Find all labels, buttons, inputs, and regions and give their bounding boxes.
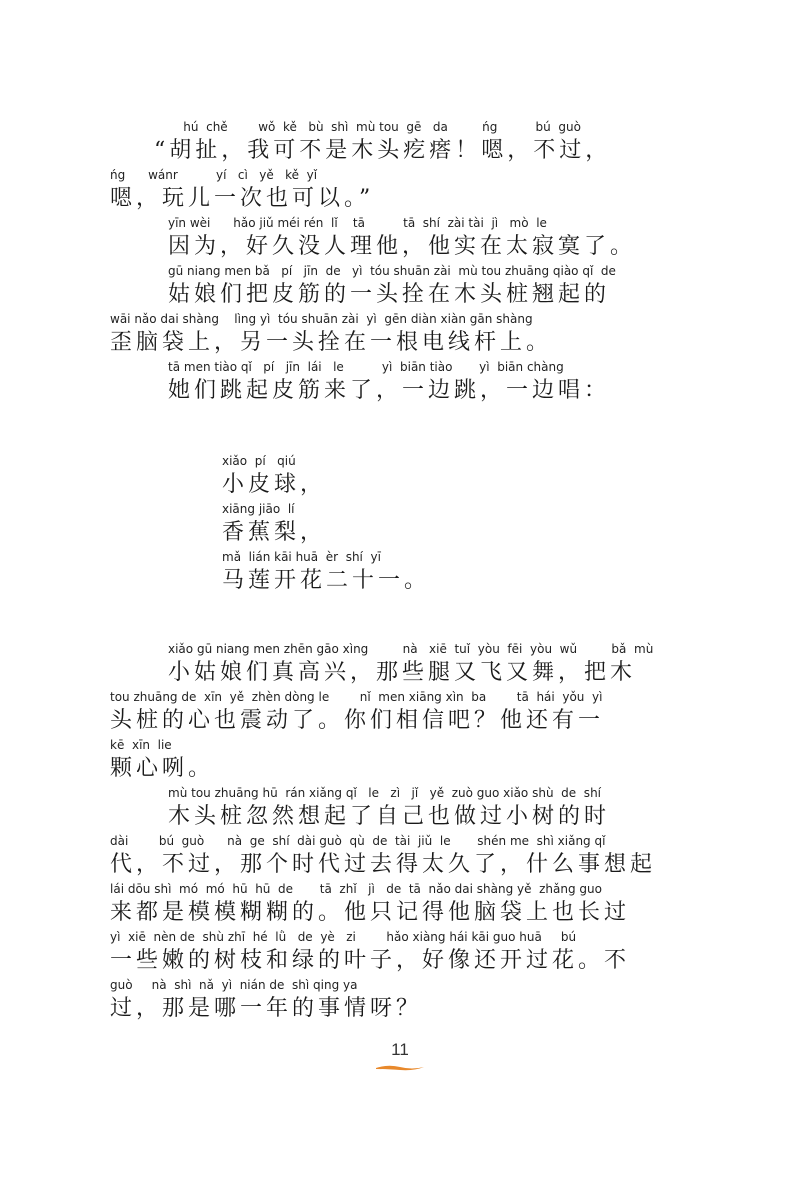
hanzi-row: 香蕉梨， bbox=[222, 520, 327, 545]
pinyin-row: tou zhuāng de xīn yě zhèn dòng le nǐ men xiāng xìn ba tā hái yǒu yì bbox=[110, 690, 603, 704]
text-line bbox=[110, 930, 690, 978]
hanzi-row: 因为，好久没人理他，他实在太寂寞了。 bbox=[168, 234, 637, 259]
pinyin-row: gū niang men bǎ pí jīn de yì tóu shuān zài mù tou zhuāng qiào qǐ de bbox=[168, 264, 616, 278]
hanzi-row: 一些嫩的树枝和绿的叶子，好像还开过花。不 bbox=[110, 948, 631, 973]
pinyin-row: dài bú guò nà ge shí dài guò qù de tài jiǔ le shén me shì xiǎng qǐ bbox=[110, 834, 606, 848]
pinyin-row: tā men tiào qǐ pí jīn lái le yì biān tiào yì biān chàng bbox=[168, 360, 564, 374]
hanzi-row: 颗心咧。 bbox=[110, 756, 215, 781]
hanzi-row: “胡扯，我可不是木头疙瘩！嗯，不过， bbox=[154, 138, 612, 163]
hanzi-row: 嗯，玩儿一次也可以。” bbox=[110, 186, 375, 211]
hanzi-row: 头桩的心也震动了。你们相信吧？他还有一 bbox=[110, 708, 605, 733]
verse-line bbox=[222, 550, 622, 598]
hanzi-row: 小皮球， bbox=[222, 472, 327, 497]
text-line bbox=[168, 360, 690, 408]
text-line bbox=[110, 738, 690, 786]
pinyin-row: ńg wánr yí cì yě kě yǐ bbox=[110, 168, 318, 182]
hanzi-row: 小姑娘们真高兴，那些腿又飞又舞，把木 bbox=[168, 660, 637, 685]
verse-line bbox=[222, 454, 622, 502]
hanzi-row: 姑娘们把皮筋的一头拴在木头桩翘起的 bbox=[168, 282, 611, 307]
hanzi-row: 木头桩忽然想起了自己也做过小树的时 bbox=[168, 804, 611, 829]
hanzi-row: 来都是模模糊糊的。他只记得他脑袋上也长过 bbox=[110, 900, 631, 925]
pinyin-row: mǎ lián kāi huā èr shí yī bbox=[222, 550, 381, 564]
hanzi-row: 代，不过，那个时代过去得太久了，什么事想起 bbox=[110, 852, 657, 877]
text-line bbox=[168, 216, 690, 264]
hanzi-row: 马莲开花二十一。 bbox=[222, 568, 431, 593]
text-line bbox=[110, 168, 690, 216]
text-line bbox=[110, 312, 690, 360]
hanzi-row: 过，那是哪一年的事情呀？ bbox=[110, 996, 423, 1021]
pinyin-row: kē xīn lie bbox=[110, 738, 172, 752]
text-line bbox=[168, 642, 690, 690]
pinyin-row: wāi nǎo dai shàng lìng yì tóu shuān zài yì gēn diàn xiàn gān shàng bbox=[110, 312, 533, 326]
text-line bbox=[168, 264, 690, 312]
verse-line bbox=[222, 502, 622, 550]
hanzi-row: 她们跳起皮筋来了，一边跳，一边唱： bbox=[168, 378, 611, 403]
text-line bbox=[154, 120, 690, 168]
pinyin-row: xiāng jiāo lí bbox=[222, 502, 295, 516]
brush-underline-icon bbox=[374, 1062, 426, 1074]
text-line bbox=[168, 786, 690, 834]
pinyin-row: hú chě wǒ kě bù shì mù tou gē da ńg bú guò bbox=[168, 120, 581, 134]
pinyin-row: guò nà shì nǎ yì nián de shì qing ya bbox=[110, 978, 358, 992]
pinyin-row: xiǎo gū niang men zhēn gāo xìng nà xiē tuǐ yòu fēi yòu wǔ bǎ mù bbox=[168, 642, 654, 656]
pinyin-row: lái dōu shì mó mó hū hū de tā zhǐ jì de tā nǎo dai shàng yě zhǎng guo bbox=[110, 882, 602, 896]
text-line bbox=[110, 978, 690, 1026]
text-line bbox=[110, 690, 690, 738]
page-number: 11 bbox=[391, 1040, 409, 1059]
pinyin-row: mù tou zhuāng hū rán xiǎng qǐ le zì jǐ yě zuò guo xiǎo shù de shí bbox=[168, 786, 602, 800]
pinyin-row: yīn wèi hǎo jiǔ méi rén lǐ tā tā shí zài tài jì mò le bbox=[168, 216, 547, 230]
pinyin-row: xiǎo pí qiú bbox=[222, 454, 296, 468]
text-line bbox=[110, 882, 690, 930]
pinyin-row: yì xiē nèn de shù zhī hé lǜ de yè zi hǎo xiàng hái kāi guo huā bú bbox=[110, 930, 577, 944]
text-line bbox=[110, 834, 690, 882]
hanzi-row: 歪脑袋上，另一头拴在一根电线杆上。 bbox=[110, 330, 553, 355]
